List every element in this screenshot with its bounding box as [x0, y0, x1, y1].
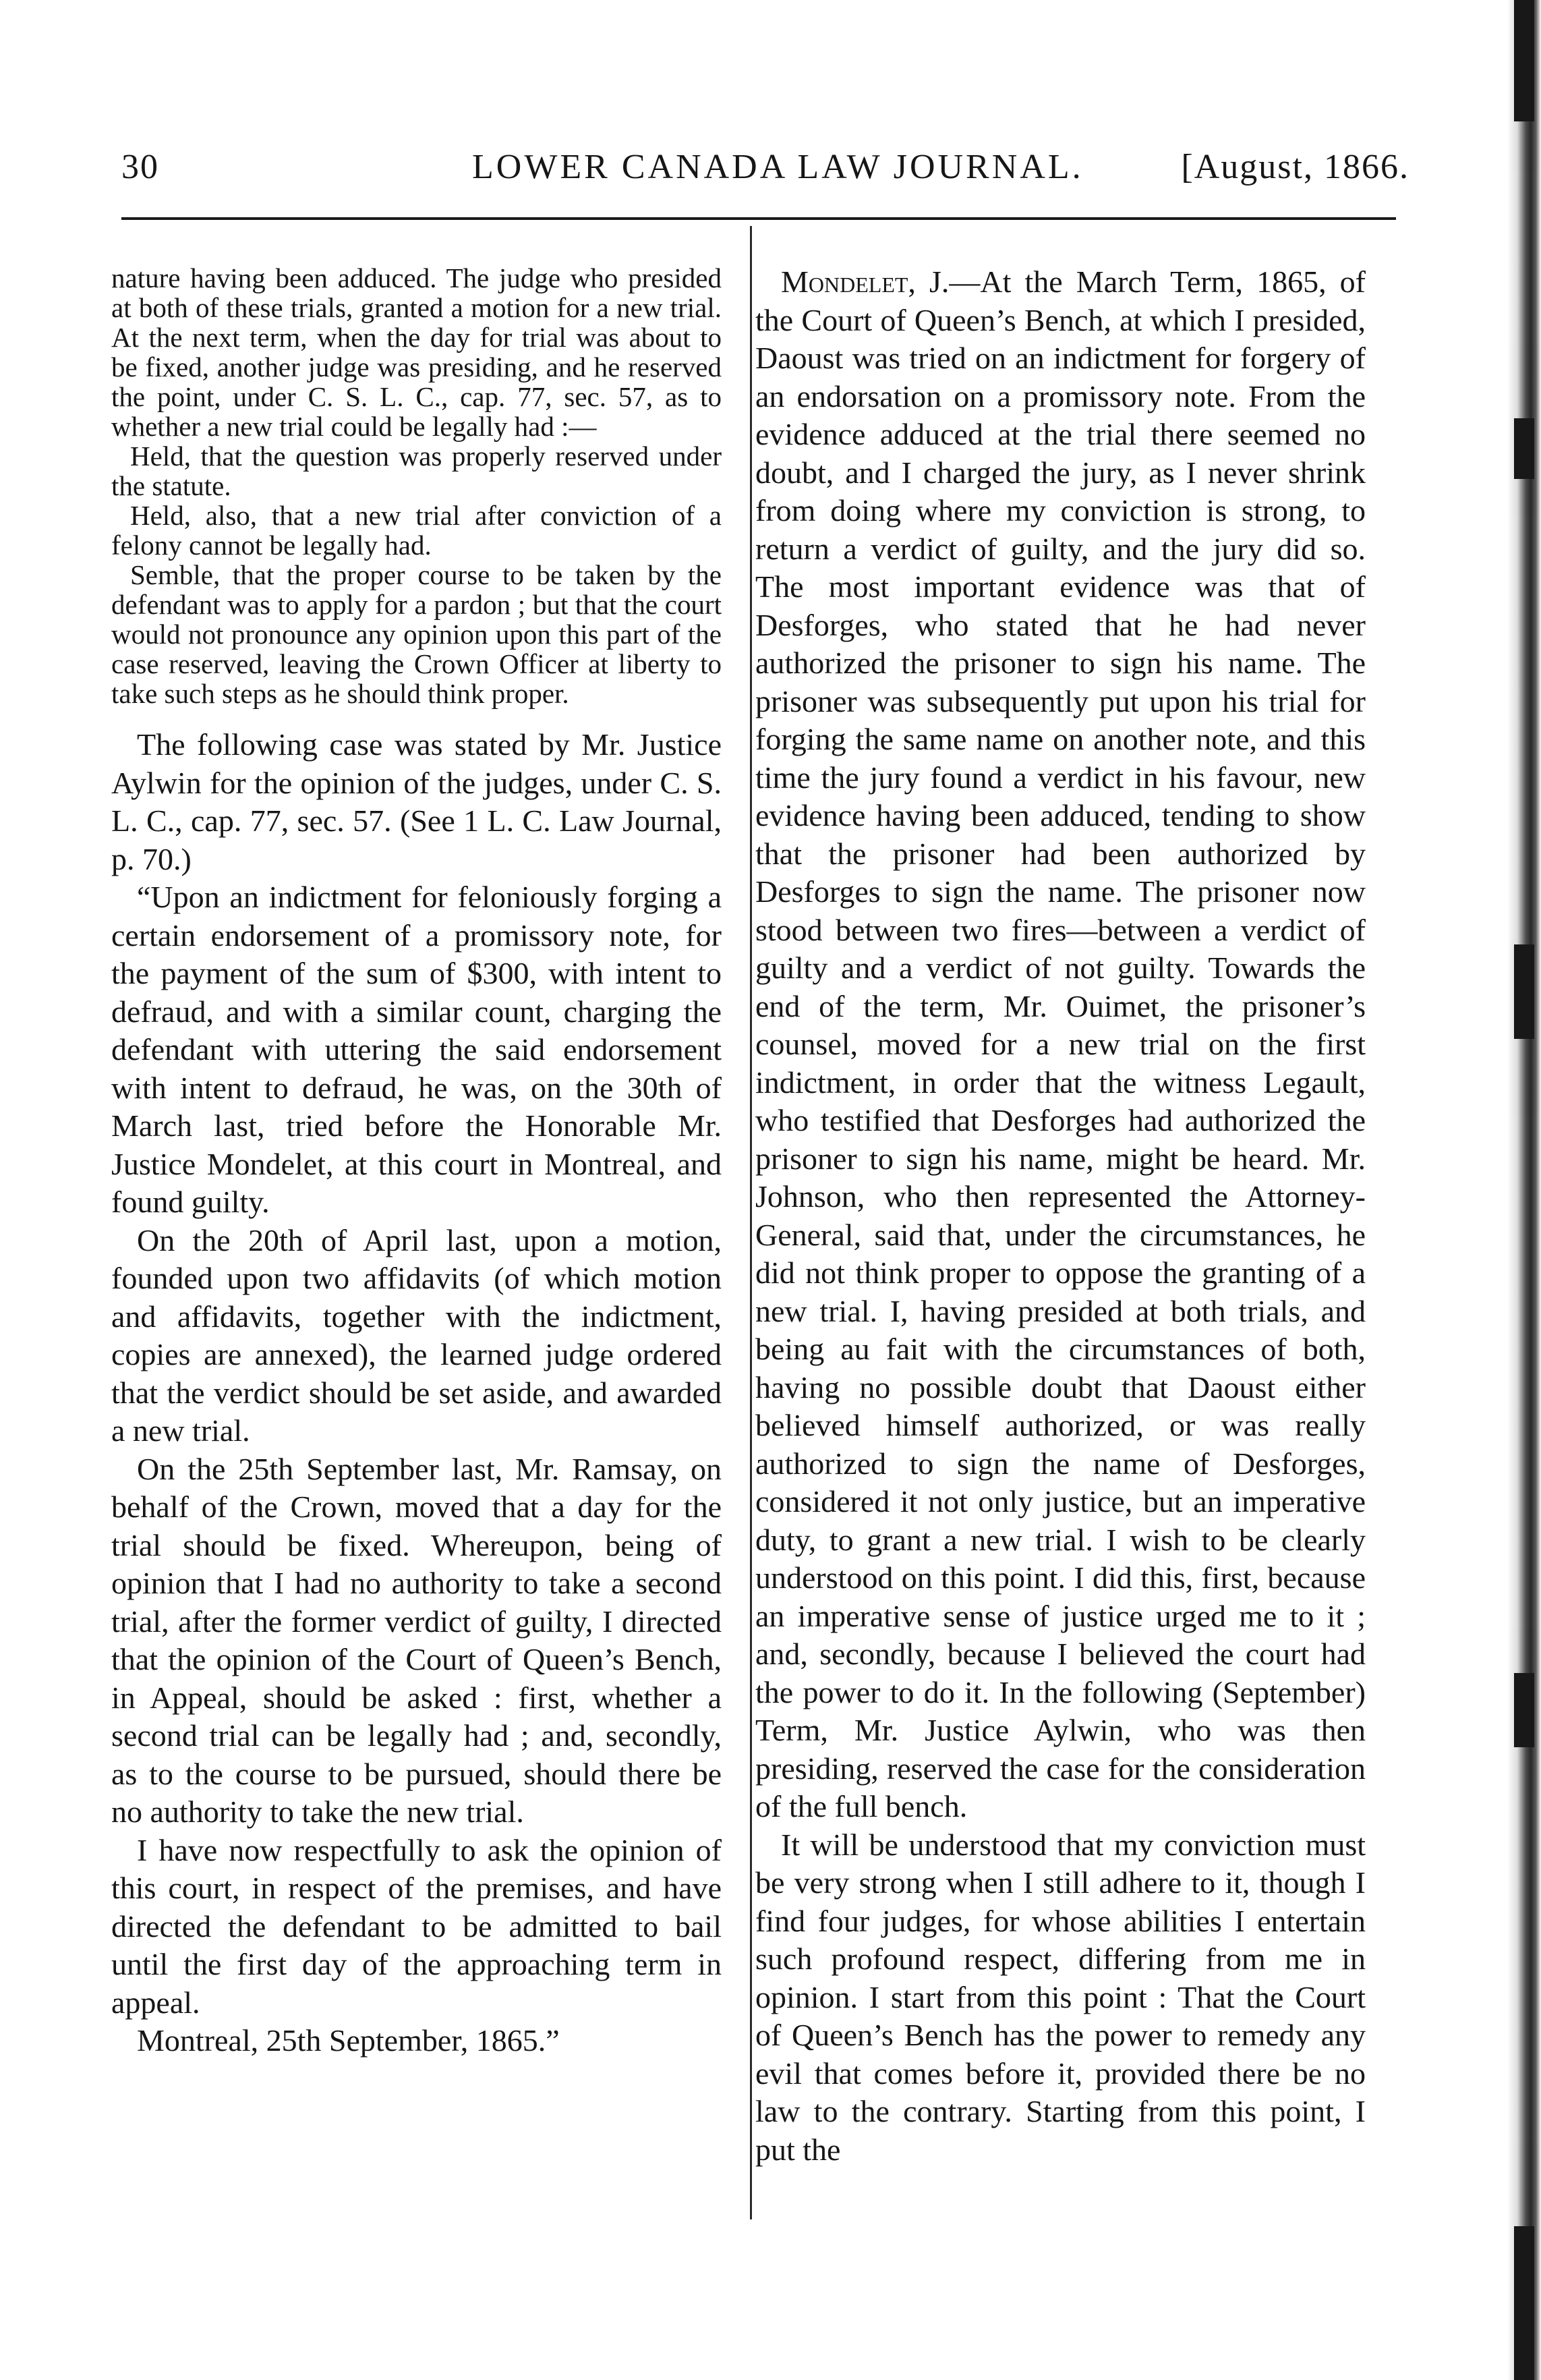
right-column: [755, 263, 1366, 2169]
summary-paragraph: nature having been adduced. The judge who presided at both of these trials, granted a motion for a new trial. At the next term, when the day for trial was about to be fixed, another judge was presiding, and he reserved the point, under C. S. L. C., cap. 77, sec. 57, as to whether a new trial could be legally had :—: [111, 262, 722, 442]
case-stated: [111, 726, 722, 2060]
summary-held-2: Held, also, that a new trial after conviction of a felony cannot be legally had.: [111, 500, 722, 561]
case-summary: [111, 263, 722, 708]
page-number: 30: [121, 148, 159, 186]
summary-held-1: Held, that the question was properly reserved under the statute.: [111, 441, 722, 501]
opinion-paragraph: [755, 263, 1366, 1826]
body-paragraph: “Upon an indictment for feloniously forging a certain endorsement of a promissory note, for the payment of the sum of $300, with intent to defraud, and with a similar count, charging the defendant with uttering the said endorsement with intent to defraud, he was, on the 30th of March last, tried before the Honorable Mr. Justice Mondelet, at this court in Montreal, and found guilty.: [111, 880, 722, 1219]
left-column: [111, 263, 722, 2060]
issue-date: [August, 1866.: [1181, 148, 1409, 186]
body-paragraph: On the 25th September last, Mr. Ramsay, on behalf of the Crown, moved that a day for the trial should be fixed. Whereupon, being of opinion that I had no authority to take a second trial, after the former verdict of guilty, I directed that the opinion of the Court of Queen’s Bench, in Appeal, should be asked : first, whether a second trial can be legally had ; and, secondly, as to the course to be pursued, should there be no authority to take the new trial.: [111, 1451, 722, 1829]
body-paragraph: On the 20th of April last, upon a motion, founded upon two affidavits (of which motion and affidavits, together with the indictment, copies are annexed), the learned judge ordered that the verdict should be set aside, and awarded a new trial.: [111, 1222, 722, 1448]
header-rule: [121, 217, 1396, 220]
column-divider: [750, 226, 752, 2219]
body-paragraph: Montreal, 25th September, 1865.”: [137, 2023, 560, 2058]
body-paragraph: I have now respectfully to ask the opinion of this court, in respect of the premises, and have directed the defendant to be admitted to bail until the first day of the approaching term in appeal.: [111, 1832, 722, 2020]
opinion-paragraph: It will be understood that my conviction must be very strong when I still adhere to it, though I find four judges, for whose abilities I entertain such profound respect, differing from me in opinion. I start from this point : That the Court of Queen’s Bench has the power to remedy any evil that comes before it, provided there be no law to the contrary. Starting from this point, I put the: [755, 1827, 1366, 2167]
body-paragraph: The following case was stated by Mr. Justice Aylwin for the opinion of the judges, under C. S. L. C., cap. 77, sec. 57. (See 1 L. C. Law Journal, p. 70.): [111, 727, 722, 876]
opinion-text: —At the March Term, 1865, of the Court of Queen’s Bench, at which I presided, Daoust was tried on an indictment for forgery of an endorsation on a promissory note. From the evidence adduced at the trial there seemed no doubt, and I charged the jury, as I never shrink from doing where my conviction is strong, to return a verdict of guilty, and the jury did so. The most important evidence was that of Desforges, who stated that he had never authorized the prisoner to sign his name. The prisoner was subsequently put upon his trial for forging the same name on another note, and this time the jury found a verdict in his favour, new evidence having been adduced, tending to show that the prisoner had been authorized by Desforges to sign the name. The prisoner now stood between two fires—between a verdict of guilty and a verdict of not guilty. Towards the end of the term, Mr. Ouimet, the prisoner’s counsel, moved for a new trial on the first indictment, in order that the witness Legault, who testified that Desforges had authorized the prisoner to sign his name, might be heard. Mr. Johnson, who then represented the Attorney-General, said that, under the circumstances, he did not think proper to oppose the granting of a new trial. I, having presided at both trials, and being au fait with the circumstances of both, having no possible doubt that Daoust either believed himself authorized, or was really authorized to sign the name of Desforges, considered it not only justice, but an imperative duty, to grant a new trial. I wish to be clearly understood on this point. I did this, first, because an imperative sense of justice urged me to it ; and, secondly, because I believed the court had the power to do it. In the following (September) Term, Mr. Justice Aylwin, who was then presiding, reserved the case for the consideration of the full bench.: [755, 264, 1366, 1823]
journal-title: LOWER CANADA LAW JOURNAL.: [472, 148, 1084, 186]
scan-edge: [1507, 0, 1541, 2380]
judge-name: Mondelet, J.: [781, 264, 950, 299]
summary-semble: Semble, that the proper course to be taken by the defendant was to apply for a pardon ; but that the court would not pronounce any opinion upon this part of the case reserved, leaving the Crown Officer at liberty to take such steps as he should think proper.: [111, 559, 722, 709]
running-header: [121, 147, 1409, 194]
